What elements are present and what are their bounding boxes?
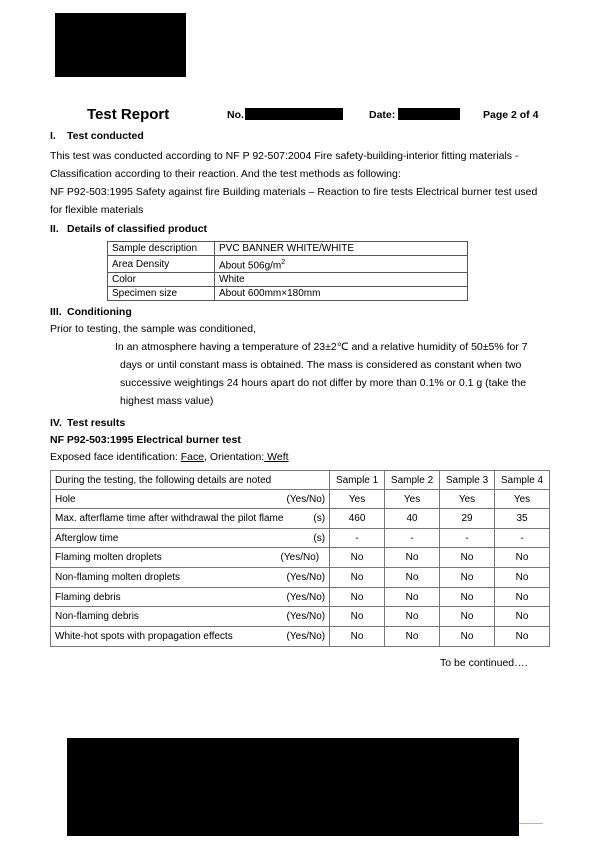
product-label: Sample description bbox=[108, 242, 215, 256]
result-unit: (Yes/No) bbox=[286, 572, 326, 583]
table-row bbox=[108, 287, 468, 301]
result-label: Non-flaming debris bbox=[55, 611, 139, 622]
product-value bbox=[215, 256, 468, 273]
result-value: No bbox=[385, 548, 440, 568]
result-value: No bbox=[440, 607, 495, 627]
text-line: This test was conducted according to NF P 92-507:2004 Fire safety-building-interior fitting materials - bbox=[50, 150, 519, 162]
result-value: No bbox=[385, 588, 440, 607]
result-value: 40 bbox=[385, 509, 440, 529]
table-row bbox=[51, 627, 550, 647]
result-label-cell bbox=[51, 627, 330, 647]
result-label-cell bbox=[51, 548, 330, 568]
result-value: No bbox=[440, 568, 495, 588]
result-label-cell bbox=[51, 607, 330, 627]
section-number: IV. bbox=[50, 417, 62, 429]
table-row bbox=[51, 490, 550, 509]
result-label-cell bbox=[51, 509, 330, 529]
result-label: Non-flaming molten droplets bbox=[55, 572, 181, 583]
product-label: Specimen size bbox=[108, 287, 215, 301]
text-line: Classification according to their reaction. And the test methods as following: bbox=[50, 168, 401, 180]
section-test-conducted-heading bbox=[50, 130, 144, 142]
continued-note: To be continued…. bbox=[440, 657, 528, 669]
product-label: Color bbox=[108, 273, 215, 287]
result-value: No bbox=[440, 627, 495, 647]
result-label: Flaming debris bbox=[55, 591, 121, 603]
sample-header: Sample 1 bbox=[330, 471, 385, 490]
exposed-face-line bbox=[50, 448, 289, 466]
conditioning-intro: Prior to testing, the sample was conditioned, bbox=[50, 323, 257, 335]
report-number-label: No. bbox=[227, 109, 244, 121]
redacted-report-number bbox=[245, 108, 343, 120]
text-line: NF P92-503:1995 Safety against fire Building materials – Reaction to fire tests Electrical burner test used bbox=[50, 186, 538, 198]
result-label-cell bbox=[51, 568, 330, 588]
result-value: No bbox=[440, 588, 495, 607]
result-value: - bbox=[330, 529, 385, 548]
sample-header: Sample 2 bbox=[385, 471, 440, 490]
section-conditioning-heading bbox=[50, 306, 132, 318]
result-value: No bbox=[330, 548, 385, 568]
product-value: About 600mm×180mm bbox=[215, 287, 468, 301]
exposed-face-prefix: Exposed face identification: bbox=[50, 451, 181, 463]
result-label: Max. afterflame time after withdrawal the pilot flame bbox=[55, 513, 284, 524]
result-value: Yes bbox=[495, 490, 550, 509]
page-number: Page 2 of 4 bbox=[483, 109, 539, 121]
result-value: Yes bbox=[330, 490, 385, 509]
result-value: No bbox=[330, 588, 385, 607]
area-density-superscript: 2 bbox=[281, 259, 286, 266]
section-title: Details of classified product bbox=[67, 223, 208, 235]
table-row bbox=[51, 568, 550, 588]
result-value: Yes bbox=[440, 490, 495, 509]
table-row bbox=[51, 588, 550, 607]
product-details-table bbox=[107, 241, 468, 301]
results-header-label: During the testing, the following details are noted bbox=[51, 471, 330, 490]
section-title: Test results bbox=[67, 417, 126, 429]
result-value: - bbox=[495, 529, 550, 548]
result-label-cell bbox=[51, 529, 330, 548]
product-value: PVC BANNER WHITE/WHITE bbox=[215, 242, 468, 256]
result-value: 460 bbox=[330, 509, 385, 529]
result-label: Flaming molten droplets bbox=[55, 552, 162, 563]
test-results-table bbox=[50, 470, 550, 647]
result-unit: (Yes/No) bbox=[286, 631, 326, 642]
section-number: III. bbox=[50, 306, 62, 318]
result-unit: (s) bbox=[313, 532, 326, 544]
result-value: No bbox=[385, 568, 440, 588]
section-number: I. bbox=[50, 130, 56, 142]
test-conducted-text bbox=[50, 147, 580, 219]
text-line: for flexible materials bbox=[50, 204, 144, 216]
result-value: - bbox=[385, 529, 440, 548]
result-value: - bbox=[440, 529, 495, 548]
result-value: Yes bbox=[385, 490, 440, 509]
area-density-value: About 506g/m bbox=[219, 260, 282, 272]
text-line: successive weightings 24 hours apart do not differ by more than 0.1% or 0.1 g (take the bbox=[120, 377, 527, 389]
result-unit: (s) bbox=[313, 513, 326, 524]
result-unit: (Yes/No) bbox=[286, 591, 326, 603]
date-label: Date: bbox=[369, 109, 396, 121]
result-value: No bbox=[440, 548, 495, 568]
sample-header: Sample 3 bbox=[440, 471, 495, 490]
text-line: highest mass value) bbox=[120, 395, 214, 407]
product-value: White bbox=[215, 273, 468, 287]
text-line: In an atmosphere having a temperature of 23±2℃ and a relative humidity of 50±5% for 7 bbox=[115, 341, 528, 353]
section-product-details-heading bbox=[50, 223, 207, 235]
result-label: White-hot spots with propagation effects bbox=[55, 631, 233, 642]
table-row bbox=[108, 256, 468, 273]
section-title: Test conducted bbox=[67, 130, 144, 142]
sample-header: Sample 4 bbox=[495, 471, 550, 490]
text-line: days or until constant mass is obtained. The mass is considered as constant when two bbox=[120, 359, 522, 371]
result-label: Afterglow time bbox=[55, 532, 119, 544]
result-value: No bbox=[495, 627, 550, 647]
result-value: No bbox=[385, 607, 440, 627]
table-row bbox=[108, 242, 468, 256]
redacted-footer bbox=[67, 738, 519, 836]
table-header-row bbox=[51, 471, 550, 490]
result-value: No bbox=[495, 568, 550, 588]
result-label: Hole bbox=[55, 493, 76, 505]
result-unit: (Yes/No) bbox=[280, 552, 320, 563]
table-row bbox=[51, 548, 550, 568]
result-value: 29 bbox=[440, 509, 495, 529]
redacted-date bbox=[398, 108, 460, 120]
result-value: No bbox=[385, 627, 440, 647]
result-value: No bbox=[495, 588, 550, 607]
result-label-cell bbox=[51, 588, 330, 607]
result-label-cell bbox=[51, 490, 330, 509]
result-unit: (Yes/No) bbox=[286, 493, 326, 505]
table-row bbox=[51, 509, 550, 529]
result-unit: (Yes/No) bbox=[286, 611, 326, 622]
result-value: No bbox=[495, 548, 550, 568]
redacted-logo bbox=[55, 13, 186, 77]
product-label: Area Density bbox=[108, 256, 215, 273]
section-test-results-heading bbox=[50, 417, 125, 429]
table-row bbox=[51, 607, 550, 627]
result-value: No bbox=[330, 607, 385, 627]
orientation-prefix: , Orientation: bbox=[204, 451, 265, 463]
section-number: II. bbox=[50, 223, 59, 235]
orientation-value: Weft bbox=[264, 451, 289, 463]
table-row bbox=[108, 273, 468, 287]
footer-rule bbox=[519, 823, 543, 824]
result-value: No bbox=[330, 568, 385, 588]
test-method-subheading: NF P92-503:1995 Electrical burner test bbox=[50, 434, 241, 446]
exposed-face-value: Face bbox=[180, 451, 205, 463]
page-title: Test Report bbox=[87, 106, 170, 123]
table-row bbox=[51, 529, 550, 548]
result-value: 35 bbox=[495, 509, 550, 529]
section-title: Conditioning bbox=[67, 306, 132, 318]
result-value: No bbox=[495, 607, 550, 627]
conditioning-details bbox=[115, 338, 535, 410]
result-value: No bbox=[330, 627, 385, 647]
